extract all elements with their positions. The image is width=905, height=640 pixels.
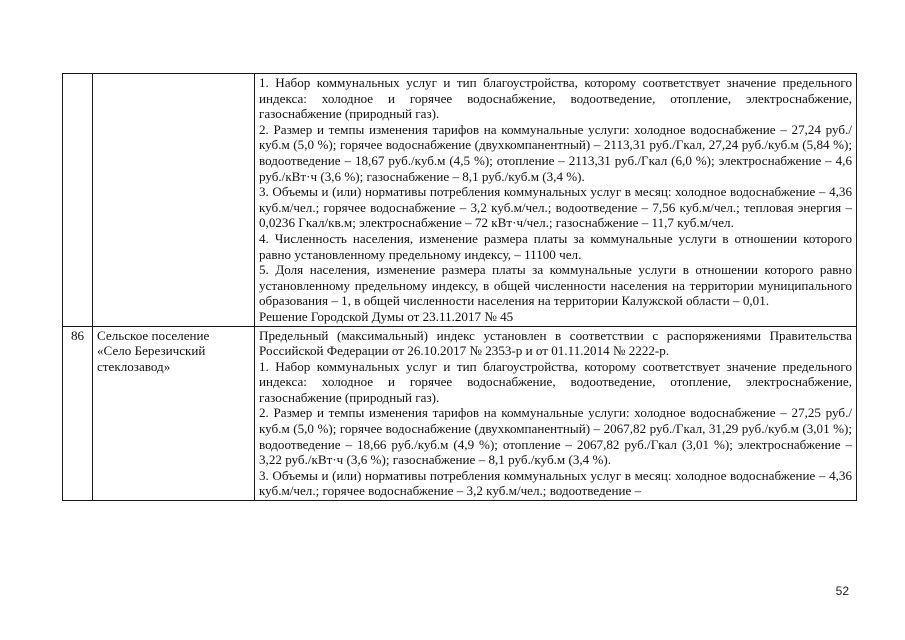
- paragraph: 2. Размер и темпы изменения тарифов на коммунальные услуги: холодное водоснабжение – 27,25 руб./куб.м (5,0 %); горячее водоснабжение (двухкомпанентный) – 2067,82 руб./Гкал, 31,29 руб./куб.м (3,01 %); водоотведение – 18,66 руб./куб.м (4,9 %); отопление – 2067,82 руб./Гкал (3,01 %); электроснабжение – 3,22 руб./кВт·ч (3,6 %); газоснабжение – 8,1 руб./куб.м (3,4 %).: [259, 405, 852, 468]
- row-text-cell: [255, 326, 857, 501]
- paragraph: 1. Набор коммунальных услуг и тип благоустройства, которому соответствует значение предельного индекса: холодное и горячее водоснабжение, водоотведение, отопление, электроснабжение, газоснабжение (природный газ).: [259, 75, 852, 122]
- settlement-name-cell: [93, 74, 255, 327]
- paragraph: 4. Численность населения, изменение размера платы за коммунальные услуги в отношении которого равно установленному предельному индексу, – 11100 чел.: [259, 230, 852, 262]
- paragraph: 5. Доля населения, изменение размера платы за коммунальные услуги в отношении которого равно установленному предельному индексу, в общей численности населения на территории муниципального образования – 1, в общей численности населения на территории Калужской области – 0,01.: [259, 262, 852, 309]
- paragraph: 3. Объемы и (или) нормативы потребления коммунальных услуг в месяц: холодное водоснабжение – 4,36 куб.м/чел.; горячее водоснабжение – 3,2 куб.м/чел.; водоотведение – 7,56 куб.м/чел.; тепловая энергия – 0,0236 Гкал/кв.м; электроснабжение – 72 кВт·ч/чел.; газоснабжение – 11,7 куб.м/чел.: [259, 184, 852, 231]
- paragraph: 3. Объемы и (или) нормативы потребления коммунальных услуг в месяц: холодное водоснабжение – 4,36 куб.м/чел.; горячее водоснабжение – 3,2 куб.м/чел.; водоотведение –: [259, 467, 852, 499]
- row-number-cell: 86: [63, 326, 93, 501]
- settlement-name-line: Сельское поселение: [97, 327, 210, 343]
- decision-reference: Решение Городской Думы от 23.11.2017 № 45: [259, 308, 514, 324]
- settlement-name-cell: [93, 326, 255, 501]
- paragraph: Предельный (максимальный) индекс установлен в соответствии с распоряжениями Правительства Российской Федерации от 26.10.2017 № 2353-р и от 01.11.2014 № 2222-р.: [259, 327, 852, 359]
- paragraph: 2. Размер и темпы изменения тарифов на коммунальные услуги: холодное водоснабжение – 27,24 руб./куб.м (5,0 %); горячее водоснабжение (двухкомпанентный) – 2113,31 руб./Гкал, 27,24 руб./куб.м (5,84 %); водоотведение – 18,67 руб./куб.м (4,5 %); отопление – 2113,31 руб./Гкал (6,0 %); электроснабжение – 4,6 руб./кВт·ч (3,6 %); газоснабжение – 8,1 руб./куб.м (3,4 %).: [259, 121, 852, 184]
- table-row: [63, 74, 857, 327]
- page-number: 52: [835, 584, 849, 598]
- document-table: [62, 73, 857, 501]
- paragraph: 1. Набор коммунальных услуг и тип благоустройства, которому соответствует значение предельного индекса: холодное и горячее водоснабжение, водоотведение, отопление, электроснабжение, газоснабжение (природный газ).: [259, 358, 852, 405]
- settlement-name-line: «Село Березичский: [97, 343, 206, 359]
- row-text-cell: [255, 74, 857, 327]
- table-row: [63, 326, 857, 501]
- row-number-cell: [63, 74, 93, 327]
- settlement-name-line: стеклозавод»: [97, 358, 171, 374]
